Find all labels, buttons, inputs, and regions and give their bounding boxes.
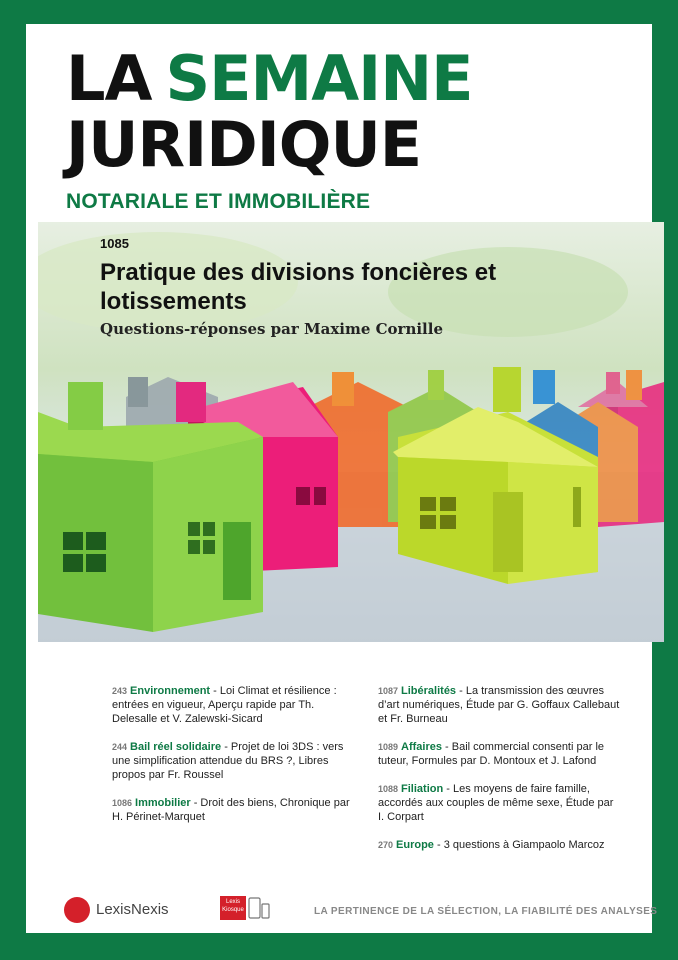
masthead-title-line1	[66, 44, 473, 114]
index-item-number: 244	[112, 742, 128, 752]
index-item[interactable]	[378, 838, 622, 852]
index-item-number: 1087	[378, 686, 399, 696]
index-left-column	[112, 684, 352, 824]
index-item-section: Filiation	[401, 783, 444, 795]
lexisnexis-wordmark: LexisNexis	[96, 901, 169, 918]
index-item[interactable]	[112, 740, 352, 782]
index-item-number: 1089	[378, 742, 399, 752]
index-item[interactable]	[378, 684, 622, 726]
cover-photo	[38, 222, 664, 642]
footer-tagline: LA PERTINENCE DE LA SÉLECTION, LA FIABILITÉ DES ANALYSES	[314, 906, 658, 917]
index-item-text: - Droit des biens, Chronique par H. Périnet-Marquet	[112, 797, 350, 823]
index-item-text: - Bail commercial consenti par le tuteur, Formules par D. Montoux et J. Lafond	[378, 741, 605, 767]
masthead-subtitle: NOTARIALE ET IMMOBILIÈRE	[66, 190, 371, 213]
index-item-number: 1088	[378, 784, 399, 794]
masthead-semaine: SEMAINE	[165, 42, 473, 115]
devices-icon	[248, 896, 270, 920]
feature-title: Pratique des divisions foncières et lotissements	[100, 259, 497, 315]
kiosque-line1: Lexis	[225, 899, 240, 905]
index-item-section: Bail réel solidaire	[130, 741, 222, 753]
masthead-title-line2: JURIDIQUE	[66, 108, 422, 181]
lexisnexis-emblem-icon	[64, 897, 90, 923]
lexis-kiosque-badge	[220, 896, 246, 920]
kiosque-line2: Kiosque	[222, 907, 244, 913]
feature-number: 1085	[100, 236, 129, 251]
index-item[interactable]	[112, 684, 352, 726]
index-item-section: Europe	[396, 839, 434, 851]
index-item-number: 270	[378, 840, 394, 850]
index-item-number: 243	[112, 686, 128, 696]
index-item-text: - Projet de loi 3DS : vers une simplification attendue du BRS ?, Libres propos par Fr. Roussel	[112, 741, 344, 781]
feature-subtitle: Questions-réponses par Maxime Cornille	[100, 320, 443, 338]
index-item-text: - Loi Climat et résilience : entrées en vigueur, Aperçu rapide par Th. Delesalle et V. Zalewski-Sicard	[112, 685, 337, 725]
index-item-section: Affaires	[401, 741, 442, 753]
index-item-section: Immobilier	[135, 797, 191, 809]
index-item[interactable]	[378, 740, 622, 768]
index-item-section: Environnement	[130, 685, 211, 697]
index-right-column	[378, 684, 622, 852]
masthead-la: LA	[66, 42, 152, 115]
index-item-section: Libéralités	[401, 685, 457, 697]
index-item[interactable]	[378, 782, 622, 824]
index-item-text: - Les moyens de faire famille, accordés aux couples de même sexe, Étude par I. Corpart	[378, 783, 614, 823]
index-item-number: 1086	[112, 798, 133, 808]
index-item-text: - 3 questions à Giampaolo Marcoz	[433, 839, 605, 851]
index-item-text: - La transmission des œuvres d’art numériques, Étude par G. Goffaux Callebaut et Fr. Burneau	[378, 685, 620, 725]
index-item[interactable]	[112, 796, 352, 824]
